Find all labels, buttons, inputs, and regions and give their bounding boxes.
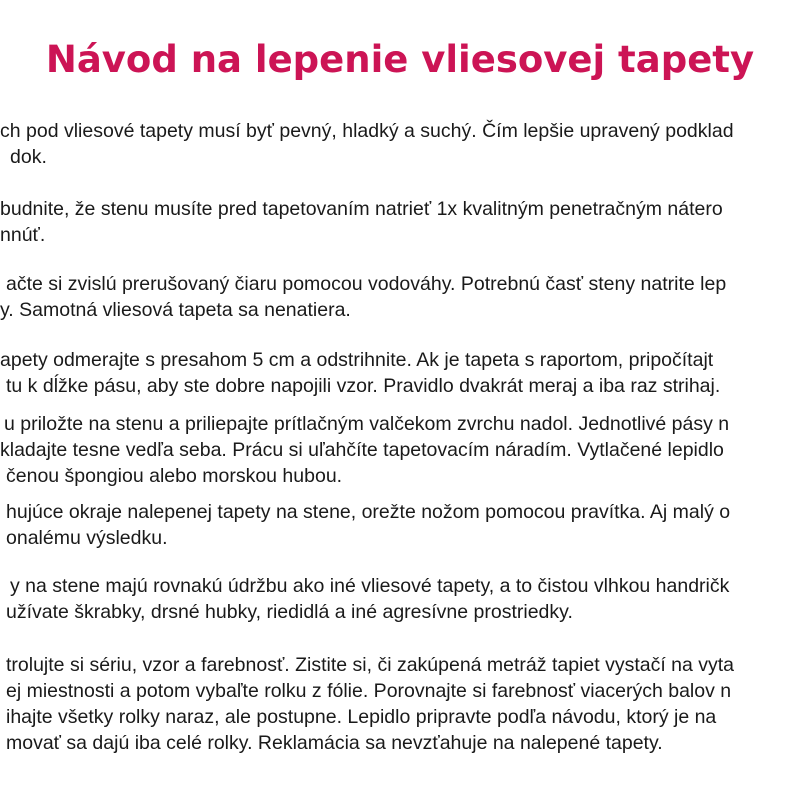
paragraph-6-line-1: užívate škrabky, drsné hubky, riedidlá a iné agresívne prostriedky.	[6, 601, 573, 623]
paragraph-1-line-0: budnite, že stenu musíte pred tapetovaním natrieť 1x kvalitným penetračným nátero	[0, 198, 723, 220]
paragraph-7-line-2: ihajte všetky rolky naraz, ale postupne. Lepidlo pripravte podľa návodu, ktorý je na	[6, 706, 717, 728]
paragraph-7-line-3: movať sa dajú iba celé rolky. Reklamácia sa nevzťahuje na nalepené tapety.	[6, 732, 663, 754]
paragraph-0-line-1: dok.	[10, 146, 47, 168]
paragraph-5-line-0: hujúce okraje nalepenej tapety na stene, orežte nožom pomocou pravítka. Aj malý o	[6, 501, 731, 523]
paragraph-2-line-1: y. Samotná vliesová tapeta sa nenatiera.	[0, 299, 351, 321]
paragraph-2-line-0: ačte si zvislú prerušovaný čiaru pomocou vodováhy. Potrebnú časť steny natrite lep	[6, 273, 727, 295]
page-title: Návod na lepenie vliesovej tapety	[45, 38, 755, 81]
paragraph-1-line-1: nnúť.	[0, 224, 46, 246]
paragraph-4-line-0: u priložte na stenu a priliepajte prítlačným valčekom zvrchu nadol. Jednotlivé pásy n	[4, 413, 730, 435]
paragraph-0-line-0: ch pod vliesové tapety musí byť pevný, hladký a suchý. Čím lepšie upravený podklad	[0, 120, 734, 142]
paragraph-4-line-1: kladajte tesne vedľa seba. Prácu si uľahčíte tapetovacím náradím. Vytlačené lepidlo	[0, 439, 724, 461]
paragraph-3-line-1: tu k dĺžke pásu, aby ste dobre napojili vzor. Pravidlo dvakrát meraj a iba raz strihaj.	[6, 375, 721, 397]
paragraph-7-line-0: trolujte si sériu, vzor a farebnosť. Zistite si, či zakúpená metráž tapiet vystačí na vyta	[6, 654, 735, 676]
paragraph-7-line-1: ej miestnosti a potom vybaľte rolku z fólie. Porovnajte si farebnosť viacerých balov n	[6, 680, 732, 702]
paragraph-3-line-0: apety odmerajte s presahom 5 cm a odstrihnite. Ak je tapeta s raportom, pripočítajt	[0, 349, 714, 371]
paragraph-6-line-0: y na stene majú rovnakú údržbu ako iné vliesové tapety, a to čistou vlhkou handričk	[10, 575, 730, 597]
paragraph-5-line-1: onalému výsledku.	[6, 527, 168, 549]
paragraph-4-line-2: čenou špongiou alebo morskou hubou.	[6, 465, 343, 487]
